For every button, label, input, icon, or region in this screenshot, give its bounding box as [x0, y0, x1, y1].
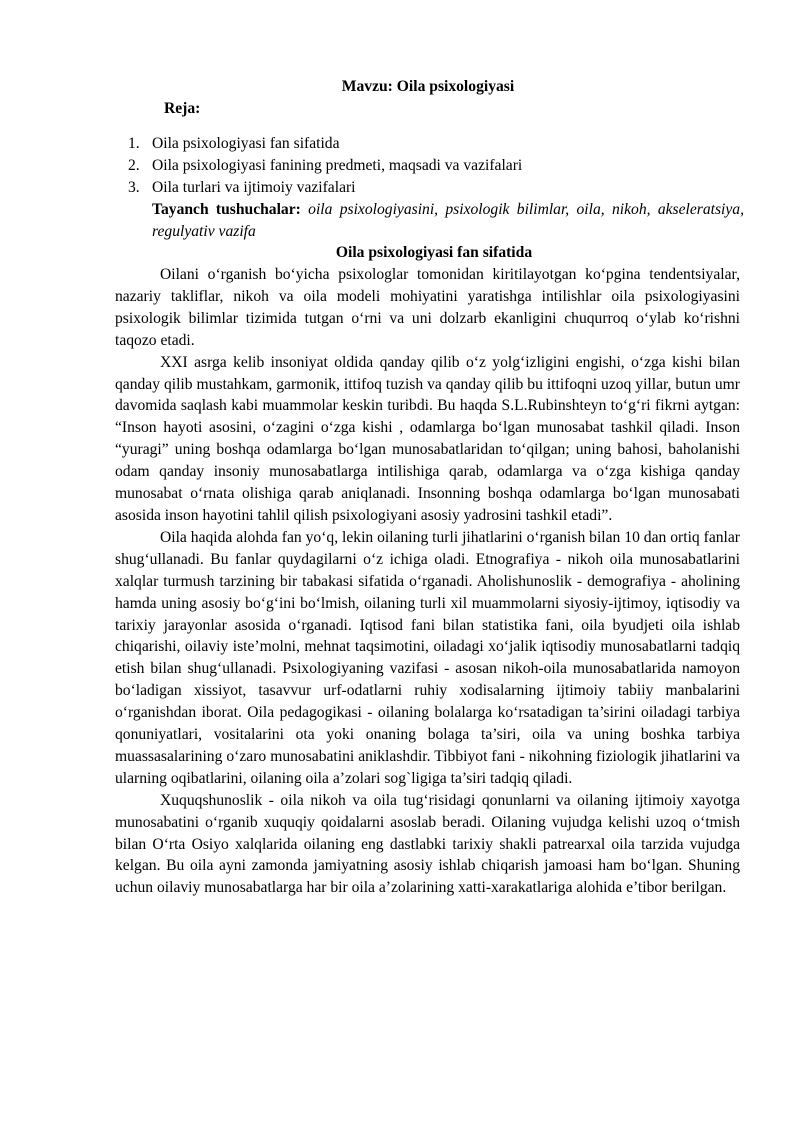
- section-heading: Oila psixologiyasi fan sifatida: [335, 244, 533, 261]
- plan-item-text: Oila psixologiyasi fanining predmeti, maqsadi va vazifalari: [152, 156, 523, 174]
- paragraph: Oila haqida alohda fan yo‘q, lekin oilaning turli jihatlarini o‘rganish bilan 10 dan ortiq fanlar shug‘ullanadi. Bu fanlar quydagilarni o‘z ichiga oladi. Etnografiya - nikoh oila munosabatlarini xalqlar turmush tarzining bir tabakasi sifatida o‘rganadi. Aholishunoslik - demografiya - aholining hamda uning asosiy bo‘g‘ini bo‘lmish, oilaning turli xil muammolarni siyosiy-ijtimoy, iqtisodiy va tarixiy jarayonlar asosida o‘rganadi. Iqtisod fani bilan statistika fani, oila byudjeti oila ishlab chiqarishi, oilaviy iste’molni, mehnat taqsimotini, oiladagi xo‘jalik iqtisodiy munosabatlarni tadqiq etish bilan shug‘ullanadi. Psixologiyaning vazifasi - asosan nikoh-oila munosabatlarida namoyon bo‘ladigan xissiyot, tasavvur urf-odatlarni ruhiy xodisalarning ijtimoiy tabiiy manbalarini o‘rganishdan iborat. Oila pedagogikasi - oilaning bolalarga ko‘rsatadigan ta’sirini oiladagi tarbiya qonuniyatlari, vositalarini ota yoki onaning bolaga ta’siri, oila va uning boshka tarbiya muassasalarining o‘zaro munosabatini aniklashdir. Tibbiyot fani - nikohning fiziologik jihatlarini va ularning oqibatlarini, oilaning oila a’zolari sog`ligiga ta’siri tadqiq qiladi.: [115, 528, 740, 787]
- body-text: [115, 264, 740, 899]
- plan-item-text: Oila psixologiyasi fan sifatida: [152, 135, 340, 152]
- plan-item-number: 1.: [128, 135, 140, 152]
- plan-item-number: 2.: [128, 156, 140, 174]
- paragraph: Oilani o‘rganish bo‘yicha psixologlar tomonidan kiritilayotgan ko‘pgina tendentsiyalar, nazariy takliflar, nikoh va oila modeli mohiyatini yaratishga intilishlar oila psixologiyasini psixologik bilimlar tizimida tutgan o‘rni va uni dolzarb ekanligini chuqurroq o‘ylab ko‘rishni taqozo etadi.: [115, 266, 740, 349]
- plan-list: [128, 133, 522, 199]
- document-title: Mavzu: Oila psixologiyasi: [341, 78, 515, 95]
- paragraph: Xuquqshunoslik - oila nikoh va oila tug‘risidagi qonunlarni va oilaning ijtimoiy xayotga munosabatini o‘rganib xuquqiy qoidalarni asoslab beradi. Oilaning vujudga kelishi uzoq o‘tmish bilan O‘rta Osiyo xalqlarida oilaning eng dastlabki tarixiy shakli patrearxal oila tarzida vujudga kelgan. Bu oila ayni zamonda jamiyatning asosiy ishlab chiqarish jamoasi ham bo‘lgan. Shuning uchun oilaviy munosabatlarga har bir oila a’zolarining xatti-xarakatlariga alohida e’tibor berilgan.: [115, 791, 740, 897]
- plan-item-text: Oila turlari va ijtimoiy vazifalari: [152, 178, 356, 196]
- keywords-text: oila psixologiyasini, psixologik bilimlar, oila, nikoh, akseleratsiya, regulyativ vazifa: [152, 201, 744, 240]
- plan-item: [128, 133, 522, 155]
- keywords: [152, 199, 744, 243]
- paragraph: XXI asrga kelib insoniyat oldida qanday qilib o‘z yolg‘izligini engishi, o‘zga kishi bilan qanday qilib mustahkam, garmonik, ittifoq tuzish va qanday qilib bu ittifoqni uzoq yillar, butun umr davomida saqlash kabi muammolar keskin turibdi. Bu haqda S.L.Rubinshteyn to‘g‘ri fikrni aytgan: “Inson hayoti asosini, o‘zagini o‘zga kishi , odamlarga bo‘lgan munosabat tashkil qiladi. Inson “yuragi” uning boshqa odamlarga bo‘lgan munosabatlaridan to‘qilgan; uning bahosi, baholanishi odam qanday insoniy munosabatlarga intilishiga qarab, odamlarga va o‘zga kishiga qanday munosabat o‘rnata olishiga qarab aniqlanadi. Insonning boshqa odamlarga bo‘lgan munosabati asosida inson hayotini tahlil qilish psixologiyani asosiy yadrosini tashkil etadi”.: [115, 353, 740, 524]
- plan-item-number: 3.: [128, 178, 140, 196]
- plan-heading: Reja:: [164, 100, 201, 117]
- plan-item: [128, 155, 522, 177]
- keywords-label: Tayanch tushuchalar:: [152, 201, 301, 218]
- plan-item: [128, 177, 522, 199]
